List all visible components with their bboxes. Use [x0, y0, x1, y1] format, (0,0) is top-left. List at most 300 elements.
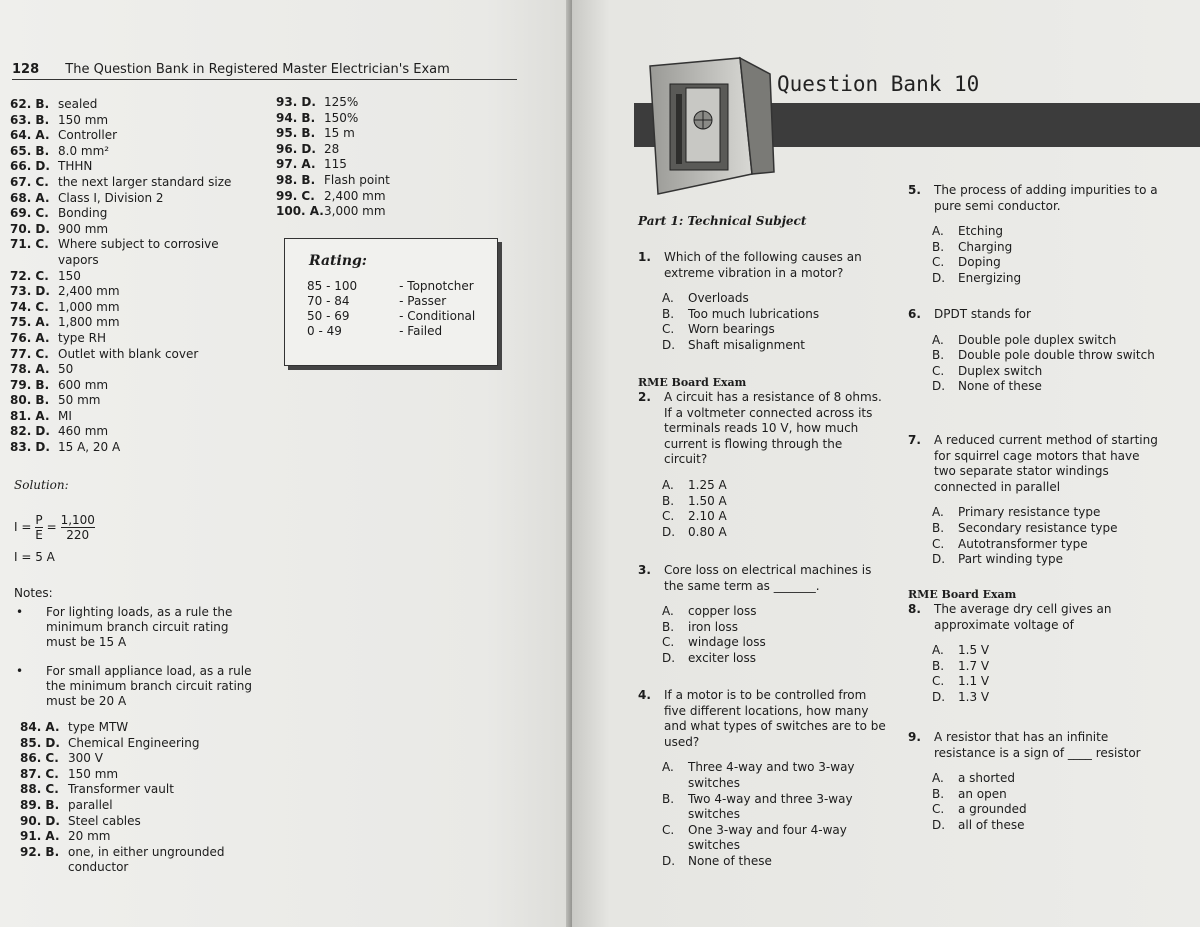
option-text: a shorted — [958, 771, 1016, 786]
answer-text: Steel cables — [68, 813, 141, 828]
option-text: Autotransformer type — [958, 536, 1088, 551]
option-text: Three 4-way and two 3-way switches — [688, 760, 855, 790]
answer-number: 95. B. — [276, 126, 316, 141]
question-item — [908, 433, 1163, 568]
question-text: A reduced current method of starting for squirrel cage motors that have two separate stator windings connected in parallel — [934, 433, 1158, 494]
option-letter: C. — [932, 255, 945, 270]
question-stem — [638, 688, 888, 750]
answer-number: 81. A. — [10, 408, 50, 423]
option-text: a grounded — [958, 802, 1027, 817]
option-item — [662, 509, 888, 525]
answer-text: Flash point — [324, 172, 390, 187]
answer-text: 460 mm — [58, 424, 109, 439]
option-letter: B. — [932, 520, 945, 535]
option-text: Secondary resistance type — [958, 520, 1118, 535]
note-item — [14, 664, 254, 709]
option-letter: D. — [662, 524, 676, 539]
option-letter: C. — [932, 363, 945, 378]
answer-text: 2,400 mm — [58, 284, 120, 299]
answer-row — [276, 142, 476, 158]
answer-key-column-2 — [276, 95, 476, 220]
answer-number: 65. B. — [10, 143, 50, 158]
rating-table — [307, 279, 481, 339]
option-letter: D. — [662, 853, 676, 868]
question-item — [638, 563, 888, 667]
option-letter: C. — [932, 536, 945, 551]
answer-number: 97. A. — [276, 157, 316, 172]
left-page — [0, 0, 572, 927]
answer-row — [20, 798, 255, 814]
formula-lhs: I = — [14, 520, 32, 534]
option-item — [932, 364, 1163, 380]
answer-key-column-1b — [20, 720, 255, 876]
answer-row — [10, 300, 255, 316]
question-text: A circuit has a resistance of 8 ohms. If a voltmeter connected across its terminals reads 10 V, how much current is flowing through the circuit? — [664, 390, 882, 467]
answer-text: parallel — [68, 797, 113, 812]
answer-number: 76. A. — [10, 330, 50, 345]
answer-number: 68. A. — [10, 190, 50, 205]
answer-row — [10, 159, 255, 175]
answer-text: 15 m — [324, 126, 355, 141]
option-text: exciter loss — [688, 650, 757, 665]
bullet-icon: • — [16, 605, 24, 619]
answer-number: 67. C. — [10, 174, 49, 189]
answer-row — [10, 409, 255, 425]
formula-eq: = — [46, 520, 57, 534]
option-letter: C. — [662, 322, 675, 337]
option-list — [638, 478, 888, 540]
question-item — [638, 390, 888, 540]
note-text: For small appliance load, as a rule the minimum branch circuit rating must be 20 A — [46, 664, 253, 708]
answer-row — [10, 206, 255, 222]
option-text: Too much lubrications — [688, 306, 820, 321]
note-text: For lighting loads, as a rule the minimum branch circuit rating must be 15 A — [46, 605, 233, 649]
option-text: Doping — [958, 255, 1001, 270]
option-letter: B. — [662, 493, 675, 508]
question-number: 7. — [908, 433, 921, 447]
answer-row — [20, 720, 255, 736]
option-text: Energizing — [958, 270, 1022, 285]
answer-text: 150 — [58, 268, 81, 283]
option-item — [662, 525, 888, 541]
option-letter: A. — [662, 477, 674, 492]
option-item — [932, 643, 1163, 659]
answer-row — [10, 362, 255, 378]
option-item — [932, 240, 1163, 256]
question-stem — [908, 602, 1163, 633]
option-text: Worn bearings — [688, 322, 775, 337]
option-item — [932, 690, 1163, 706]
option-item — [662, 494, 888, 510]
option-text: Duplex switch — [958, 363, 1043, 378]
option-letter: A. — [662, 604, 674, 619]
option-letter: C. — [932, 674, 945, 689]
option-letter: B. — [932, 239, 945, 254]
answer-row — [10, 269, 255, 285]
option-text: Etching — [958, 224, 1004, 239]
option-item — [662, 651, 888, 667]
answer-number: 70. D. — [10, 221, 50, 236]
notes-section — [14, 586, 254, 709]
answer-number: 64. A. — [10, 128, 50, 143]
option-text: 0.80 A — [688, 524, 727, 539]
right-page — [572, 0, 1200, 927]
answer-key-column-1 — [10, 97, 255, 456]
answer-text: Chemical Engineering — [68, 735, 200, 750]
formula-p: P — [35, 513, 43, 527]
answer-text: one, in either ungrounded conductor — [68, 844, 225, 875]
option-text: Charging — [958, 239, 1013, 254]
answer-number: 84. A. — [20, 720, 60, 734]
question-stem — [908, 183, 1163, 214]
option-text: Shaft misalignment — [688, 337, 806, 352]
answer-row — [10, 378, 255, 394]
option-item — [662, 760, 888, 791]
answer-text: 50 — [58, 362, 74, 377]
answer-number: 85. D. — [20, 735, 60, 750]
answer-number: 90. D. — [20, 813, 60, 828]
answer-text: 1,000 mm — [58, 299, 120, 314]
answer-text: 50 mm — [58, 393, 101, 408]
option-item — [662, 604, 888, 620]
answer-row — [20, 782, 255, 798]
answer-row — [10, 424, 255, 440]
answer-text: 1,800 mm — [58, 315, 120, 330]
running-header — [12, 62, 517, 80]
answer-text: 15 A, 20 A — [58, 440, 121, 455]
answer-number: 74. C. — [10, 299, 49, 314]
formula-fraction-values — [61, 513, 95, 542]
answer-number: 72. C. — [10, 268, 49, 283]
answer-text: MI — [58, 408, 72, 423]
answer-row — [276, 189, 476, 205]
option-list — [638, 604, 888, 666]
option-letter: B. — [662, 306, 675, 321]
question-item — [908, 183, 1163, 287]
formula-e: E — [35, 528, 43, 542]
answer-row — [10, 440, 255, 456]
answer-number: 66. D. — [10, 159, 50, 174]
option-letter: D. — [662, 650, 676, 665]
answer-number: 63. B. — [10, 112, 50, 127]
option-item — [932, 271, 1163, 287]
option-letter: C. — [932, 802, 945, 817]
question-item — [908, 307, 1163, 395]
answer-number: 82. D. — [10, 424, 50, 439]
notes-label: Notes: — [14, 586, 53, 600]
option-item — [662, 854, 888, 870]
option-item — [932, 818, 1163, 834]
answer-row — [20, 736, 255, 752]
question-item — [638, 250, 888, 354]
option-letter: B. — [662, 619, 675, 634]
formula-denominator: 220 — [66, 528, 90, 542]
option-letter: A. — [932, 505, 944, 520]
option-text: 1.25 A — [688, 477, 727, 492]
question-number: 9. — [908, 730, 921, 744]
option-text: 2.10 A — [688, 509, 727, 524]
option-text: Overloads — [688, 291, 749, 306]
answer-text: the next larger standard size — [58, 174, 232, 189]
answer-row — [276, 173, 476, 189]
answer-row — [20, 751, 255, 767]
option-item — [932, 379, 1163, 395]
question-number: 5. — [908, 183, 921, 197]
answer-text: 125% — [324, 95, 359, 109]
option-letter: B. — [932, 658, 945, 673]
option-letter: D. — [932, 379, 946, 394]
rating-range: 0 - 49 — [307, 324, 342, 338]
answer-text: type MTW — [68, 720, 129, 734]
answer-row — [10, 237, 255, 268]
answer-number: 87. C. — [20, 766, 59, 781]
question-number: 2. — [638, 390, 651, 404]
answer-number: 88. C. — [20, 782, 59, 797]
answer-text: Where subject to corrosive vapors — [58, 237, 219, 267]
answer-row — [10, 222, 255, 238]
option-text: 1.7 V — [958, 658, 990, 673]
answer-row — [20, 767, 255, 783]
option-list — [638, 760, 888, 869]
rating-label: - Conditional — [399, 309, 476, 323]
board-exam-label: RME Board Exam — [908, 588, 1017, 601]
question-number: 8. — [908, 602, 921, 616]
rating-label: - Passer — [399, 294, 447, 308]
option-text: Part winding type — [958, 552, 1064, 567]
question-text: DPDT stands for — [934, 307, 1031, 321]
option-text: Two 4-way and three 3-way switches — [688, 791, 853, 822]
question-stem — [908, 307, 1163, 323]
answer-number: 62. B. — [10, 97, 50, 111]
option-item — [662, 635, 888, 651]
answer-text: 28 — [324, 141, 340, 156]
part-label: Part 1: Technical Subject — [638, 214, 807, 228]
option-text: all of these — [958, 817, 1025, 832]
answer-number: 94. B. — [276, 110, 316, 125]
formula-fraction-pe — [35, 513, 43, 542]
answer-number: 98. B. — [276, 172, 316, 187]
option-item — [662, 307, 888, 323]
question-number: 6. — [908, 307, 921, 321]
note-item — [14, 605, 254, 650]
answer-text: 8.0 mm² — [58, 143, 110, 158]
rating-label: - Failed — [399, 324, 443, 338]
rating-label: - Topnotcher — [399, 279, 474, 293]
option-item — [932, 771, 1163, 787]
answer-row — [10, 315, 255, 331]
answer-row — [10, 128, 255, 144]
option-text: windage loss — [688, 635, 766, 650]
answer-row — [10, 175, 255, 191]
answer-number: 93. D. — [276, 95, 316, 109]
option-letter: C. — [662, 822, 675, 837]
option-text: 1.3 V — [958, 689, 990, 704]
option-letter: D. — [932, 689, 946, 704]
answer-number: 71. C. — [10, 237, 49, 252]
option-text: Primary resistance type — [958, 505, 1101, 520]
answer-text: Class I, Division 2 — [58, 190, 164, 205]
question-stem — [908, 433, 1163, 495]
answer-row — [10, 144, 255, 160]
option-item — [932, 521, 1163, 537]
question-stem — [638, 390, 888, 468]
option-item — [662, 338, 888, 354]
option-text: copper loss — [688, 604, 757, 619]
question-number: 3. — [638, 563, 651, 577]
option-letter: A. — [932, 643, 944, 658]
answer-text: 600 mm — [58, 377, 109, 392]
option-letter: A. — [932, 332, 944, 347]
answer-number: 89. B. — [20, 797, 60, 812]
option-list — [908, 771, 1163, 833]
question-item — [908, 602, 1163, 706]
option-item — [662, 291, 888, 307]
bullet-icon: • — [16, 664, 24, 678]
answer-text: 2,400 mm — [324, 188, 386, 203]
running-title: The Question Bank in Registered Master Electrician's Exam — [65, 62, 450, 77]
answer-text: sealed — [58, 97, 98, 111]
option-letter: D. — [932, 270, 946, 285]
answer-row — [276, 111, 476, 127]
option-list — [908, 643, 1163, 705]
answer-row — [10, 393, 255, 409]
option-list — [908, 505, 1163, 567]
option-item — [662, 322, 888, 338]
option-letter: B. — [932, 786, 945, 801]
answer-row — [20, 829, 255, 845]
answer-text: Controller — [58, 128, 118, 143]
option-list — [908, 224, 1163, 286]
answer-row — [20, 814, 255, 830]
option-letter: C. — [662, 509, 675, 524]
rating-box — [284, 238, 498, 366]
answer-text: Bonding — [58, 206, 108, 221]
option-item — [932, 674, 1163, 690]
answer-row — [10, 331, 255, 347]
answer-number: 83. D. — [10, 440, 50, 455]
rating-title: Rating: — [309, 253, 367, 269]
answer-row — [20, 845, 255, 876]
option-letter: A. — [662, 291, 674, 306]
option-text: None of these — [958, 379, 1042, 394]
option-item — [932, 787, 1163, 803]
question-stem — [908, 730, 1163, 761]
answer-number: 99. C. — [276, 188, 315, 203]
option-letter: A. — [932, 224, 944, 239]
option-text: Double pole double throw switch — [958, 348, 1155, 363]
option-letter: A. — [932, 771, 944, 786]
option-text: Double pole duplex switch — [958, 332, 1117, 347]
formula-result: I = 5 A — [14, 550, 55, 564]
answer-number: 79. B. — [10, 377, 50, 392]
page-number: 128 — [12, 62, 40, 77]
option-item — [662, 478, 888, 494]
rating-range: 50 - 69 — [307, 309, 350, 323]
question-number: 1. — [638, 250, 651, 264]
question-text: The process of adding impurities to a pure semi conductor. — [934, 183, 1158, 213]
board-exam-label: RME Board Exam — [638, 376, 747, 389]
answer-text: 150% — [324, 110, 359, 125]
option-text: 1.1 V — [958, 674, 990, 689]
answer-row — [276, 95, 476, 111]
page-title: Question Bank 10 — [777, 72, 980, 96]
vault-illustration-icon — [640, 54, 778, 200]
option-text: 1.50 A — [688, 493, 727, 508]
answer-text: 150 mm — [58, 112, 109, 127]
rating-row — [307, 324, 481, 339]
option-letter: C. — [662, 635, 675, 650]
answer-text: 20 mm — [68, 829, 111, 844]
question-stem — [638, 563, 888, 594]
rating-row — [307, 294, 481, 309]
answer-number: 96. D. — [276, 141, 316, 156]
question-text: Which of the following causes an extreme vibration in a motor? — [664, 250, 862, 280]
option-item — [932, 659, 1163, 675]
rating-range: 85 - 100 — [307, 279, 358, 293]
answer-text: THHN — [58, 159, 93, 174]
option-item — [932, 802, 1163, 818]
answer-text: 3,000 mm — [324, 204, 386, 219]
option-text: 1.5 V — [958, 643, 990, 658]
option-text: iron loss — [688, 619, 738, 634]
option-list — [638, 291, 888, 353]
question-item — [908, 730, 1163, 834]
option-item — [932, 333, 1163, 349]
question-text: If a motor is to be controlled from five different locations, how many and what types of switches are to be used? — [664, 688, 886, 749]
answer-number: 100. A. — [276, 204, 324, 219]
answer-text: 150 mm — [68, 766, 119, 781]
option-list — [908, 333, 1163, 395]
answer-row — [276, 126, 476, 142]
solution-label: Solution: — [14, 478, 69, 492]
answer-row — [276, 204, 476, 220]
option-text: None of these — [688, 853, 772, 868]
answer-number: 69. C. — [10, 206, 49, 221]
answer-text: Transformer vault — [68, 782, 174, 797]
option-letter: D. — [662, 337, 676, 352]
answer-number: 80. B. — [10, 393, 50, 408]
option-item — [932, 505, 1163, 521]
answer-row — [276, 157, 476, 173]
answer-number: 75. A. — [10, 315, 50, 330]
option-text: One 3-way and four 4-way switches — [688, 822, 847, 853]
option-item — [662, 620, 888, 636]
option-item — [932, 224, 1163, 240]
question-number: 4. — [638, 688, 651, 702]
answer-text: 900 mm — [58, 221, 109, 236]
answer-text: type RH — [58, 330, 106, 345]
answer-text: 300 V — [68, 751, 103, 766]
answer-row — [10, 191, 255, 207]
question-text: The average dry cell gives an approximate voltage of — [934, 602, 1112, 632]
option-item — [662, 823, 888, 854]
answer-row — [10, 284, 255, 300]
option-letter: D. — [932, 817, 946, 832]
answer-number: 92. B. — [20, 844, 60, 859]
question-text: Core loss on electrical machines is the same term as _______. — [664, 563, 872, 593]
option-item — [932, 537, 1163, 553]
answer-row — [10, 113, 255, 129]
answer-row — [10, 347, 255, 363]
answer-number: 86. C. — [20, 751, 59, 766]
formula-numerator: 1,100 — [60, 513, 95, 527]
answer-number: 78. A. — [10, 362, 50, 377]
option-letter: B. — [932, 348, 945, 363]
option-letter: A. — [662, 760, 674, 775]
rating-row — [307, 309, 481, 324]
question-stem — [638, 250, 888, 281]
answer-row — [10, 97, 255, 113]
